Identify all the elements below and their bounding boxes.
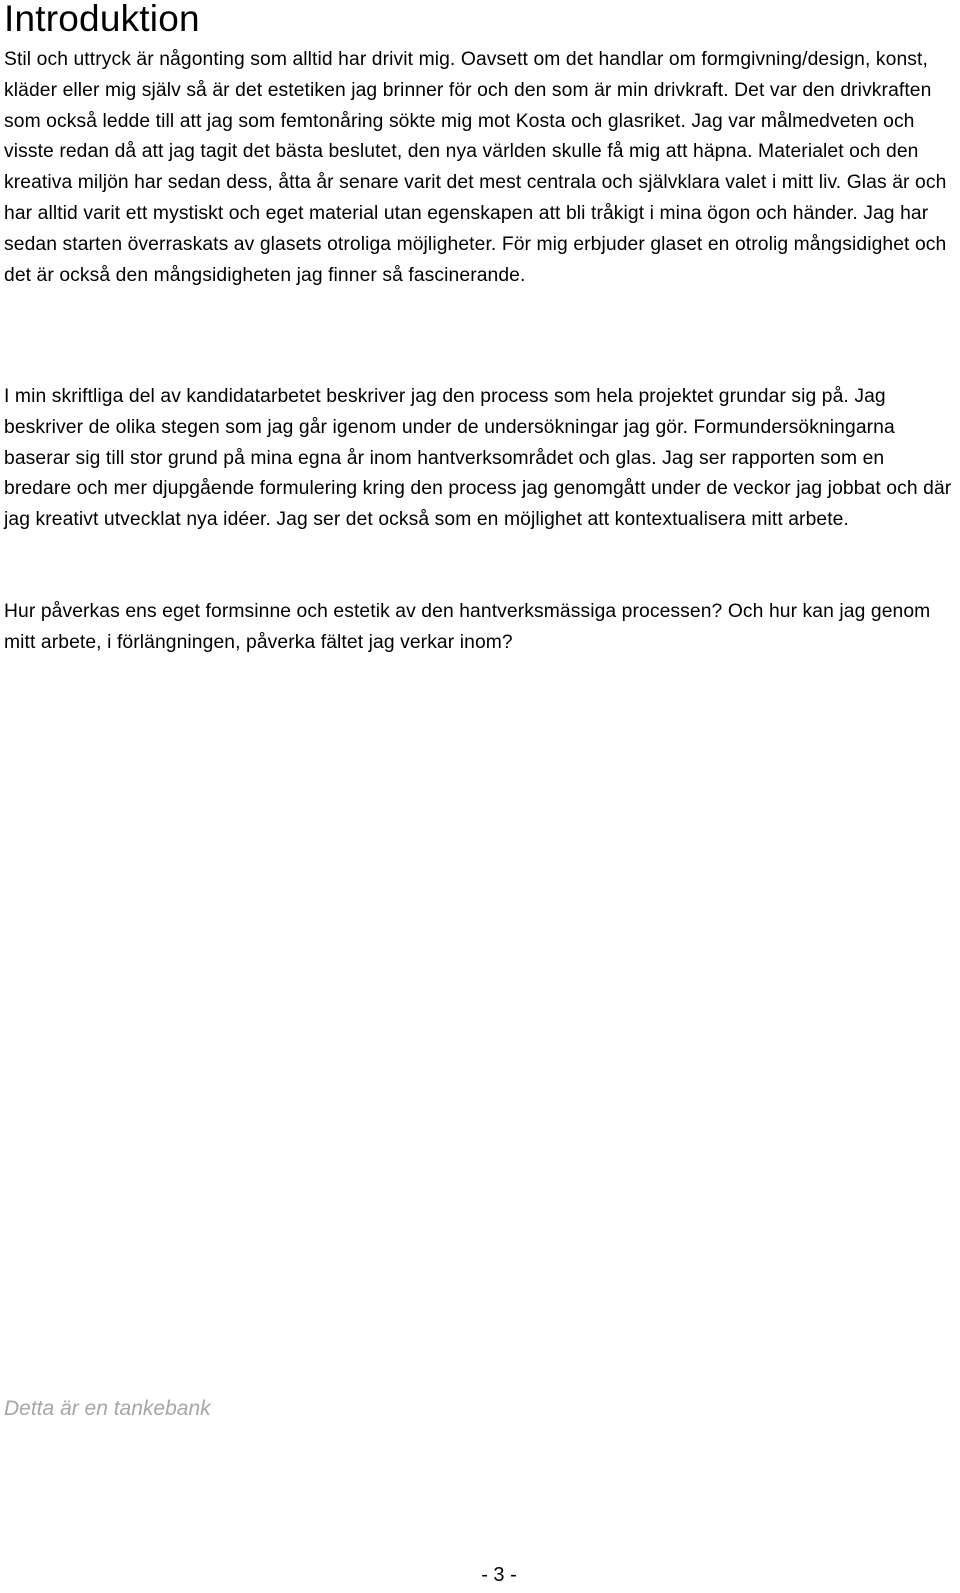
page-number: - 3 - <box>481 1564 517 1586</box>
paragraph-intro: Stil och uttryck är någonting som alltid har drivit mig. Oavsett om det handlar om formgivning/design, konst, kläder eller mig själv så är det estetiken jag brinner för och den som är min drivkraft. Det var den drivkraften som också ledde till att jag som femtonåring sökte mig mot Kosta och glasriket. Jag var målmedveten och visste redan då att jag tagit det bästa beslutet, den nya världen skulle få mig att häpna. Materialet och den kreativa miljön har sedan dess, åtta år senare varit det mest centrala och självklara valet i mitt liv. Glas är och har alltid varit ett mystiskt och eget material utan egenskapen att bli tråkigt i mina ögon och händer. Jag har sedan starten överraskats av glasets otroliga möjligheter. För mig erbjuder glaset en otrolig mångsidighet och det är också den mångsidigheten jag finner så fascinerande. <box>4 49 947 286</box>
paragraph-question: Hur påverkas ens eget formsinne och estetik av den hantverksmässiga processen? Och hur kan jag genom mitt arbete, i förlängningen, påverka fältet jag verkar inom? <box>4 601 931 653</box>
paragraph-process: I min skriftliga del av kandidatarbetet beskriver jag den process som hela projektet grundar sig på. Jag beskriver de olika stegen som jag går igenom under de undersökningar jag gör. Formundersökningarna baserar sig till stor grund på mina egna år inom hantverksområdet och glas. Jag ser rapporten som en bredare och mer djupgående formulering kring den process jag genomgått under de veckor jag jobbat och där jag kreativt utvecklat nya idéer. Jag ser det också som en möjlighet att kontextualisera mitt arbete. <box>4 386 952 531</box>
idea-bank-note: Detta är en tankebank <box>4 1397 211 1420</box>
section-heading: Introduktion <box>4 0 200 39</box>
